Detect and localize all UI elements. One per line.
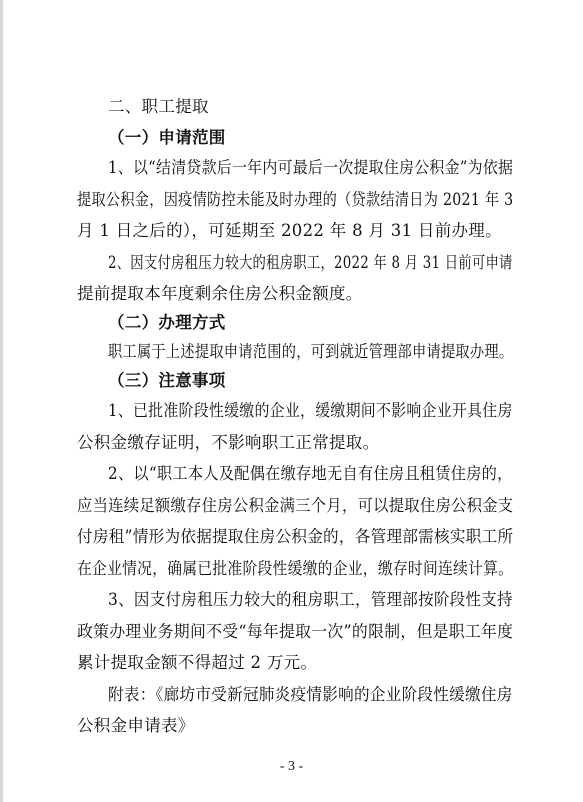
paragraph-1-line-1: 1、以“结清贷款后一年内可最后一次提取住房公积金”为依据	[108, 158, 514, 177]
attachment-line-2: 公积金申请表》	[77, 716, 195, 735]
paragraph-4-line-1: 1、已批准阶段性缓缴的企业，缓缴期间不影响企业开具住房	[108, 401, 513, 420]
paragraph-3-line-1: 职工属于上述提取申请范围的，可到就近管理部申请提取办理。	[108, 342, 514, 361]
subsection-title-notes: （三）注意事项	[108, 371, 226, 390]
paragraph-6-line-2: 政策办理业务期间不受“每年提取一次”的限制，但是职工年度	[77, 622, 514, 641]
paragraph-6-line-3: 累计提取金额不得超过 2 万元。	[77, 653, 318, 672]
paragraph-5-line-2: 应当连续足额缴存住房公积金满三个月，可以提取住房公积金支	[77, 496, 514, 515]
paragraph-2-line-1: 2、因支付房租压力较大的租房职工，2022 年 8 月 31 日前可申请	[108, 253, 513, 272]
subsection-title-handling-method: （二）办理方式	[108, 313, 226, 332]
paragraph-1-line-3: 月 1 日之后的），可延期至 2022 年 8 月 31 日前办理。	[77, 221, 502, 240]
attachment-line-1: 附表：《廊坊市受新冠肺炎疫情影响的企业阶段性缓缴住房	[108, 685, 513, 704]
subsection-title-application-scope: （一）申请范围	[108, 128, 226, 147]
paragraph-5-line-1: 2、以“职工本人及配偶在缴存地无自有住房且租赁住房的，	[108, 464, 513, 483]
page-number: - 3 -	[279, 759, 304, 774]
paragraph-4-line-2: 公积金缴存证明，不影响职工正常提取。	[77, 433, 380, 452]
section-title: 二、职工提取	[108, 97, 209, 116]
paragraph-6-line-1: 3、因支付房租压力较大的租房职工，管理部按阶段性支持	[108, 590, 513, 609]
paragraph-5-line-3: 付房租”情形为依据提取住房公积金的，各管理部需核实职工所	[77, 527, 514, 546]
paragraph-2-line-2: 提前提取本年度剩余住房公积金额度。	[77, 284, 363, 303]
paragraph-5-line-4: 在企业情况，确属已批准阶段性缓缴的企业，缴存时间连续计算。	[77, 559, 514, 578]
page-edge	[0, 0, 3, 802]
paragraph-1-line-2: 提取公积金，因疫情防控未能及时办理的（贷款结清日为 2021 年 3	[77, 190, 514, 209]
